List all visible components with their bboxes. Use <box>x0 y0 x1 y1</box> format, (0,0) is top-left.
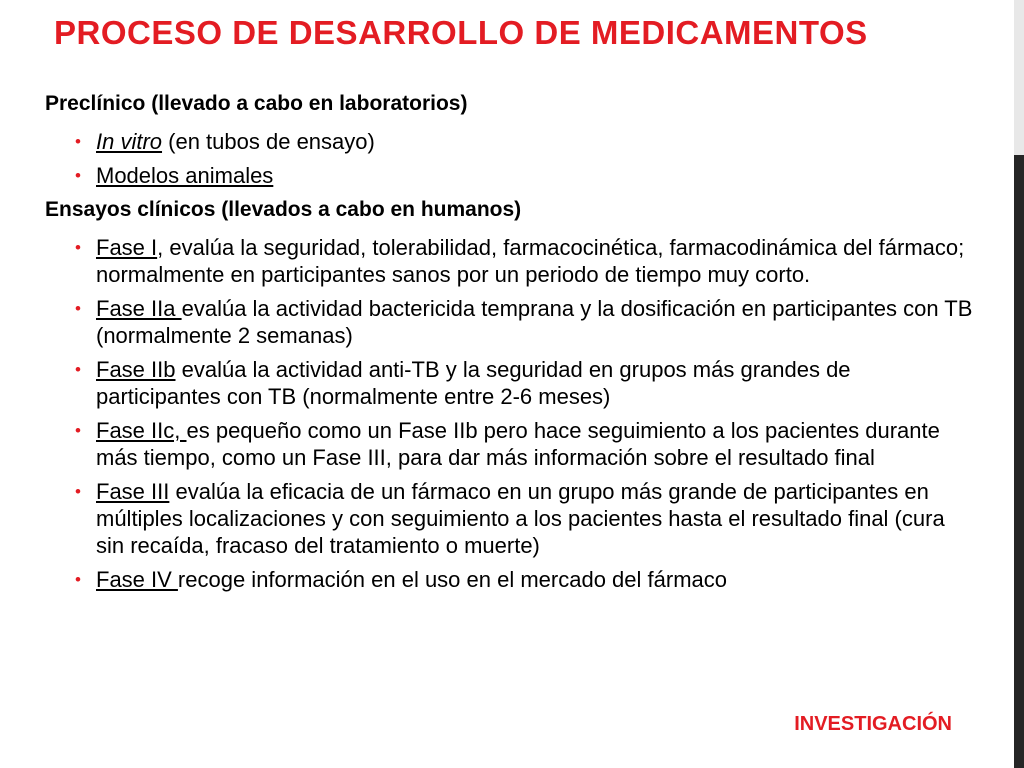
list-item <box>45 356 975 410</box>
list-item <box>45 417 975 471</box>
bullet-icon: • <box>75 132 81 151</box>
item-term: Fase III <box>96 479 170 504</box>
item-text: evalúa la actividad anti-TB y la seguridad en grupos más grandes de participantes con TB (normalmente entre 2-6 meses) <box>96 357 851 409</box>
bullet-icon: • <box>75 166 81 185</box>
footer-label: INVESTIGACIÓN <box>794 713 952 735</box>
clinical-heading: Ensayos clínicos (llevados a cabo en humanos) <box>45 198 522 221</box>
preclinical-heading: Preclínico (llevado a cabo en laboratorios) <box>45 92 468 115</box>
list-item <box>45 566 975 593</box>
bullet-icon: • <box>75 570 81 589</box>
right-edge-bar <box>1014 0 1024 768</box>
item-text: es pequeño como un Fase IIb pero hace seguimiento a los pacientes durante más tiempo, como un Fase III, para dar más información sobre el resultado final <box>96 418 940 470</box>
bullet-icon: • <box>75 421 81 440</box>
item-text: evalúa la eficacia de un fármaco en un grupo más grande de participantes en múltiples localizaciones y con seguimiento a los pacientes hasta el resultado final (cura sin recaída, fracaso del tratamiento o muerte) <box>96 479 945 558</box>
bullet-icon: • <box>75 299 81 318</box>
preclinical-list <box>45 128 975 189</box>
item-text: (en tubos de ensayo) <box>162 129 375 154</box>
slide-content <box>45 90 975 600</box>
item-term: Fase IIb <box>96 357 176 382</box>
bullet-icon: • <box>75 482 81 501</box>
bullet-icon: • <box>75 360 81 379</box>
list-item <box>45 478 975 559</box>
bullet-icon: • <box>75 238 81 257</box>
list-item <box>45 128 975 155</box>
item-term: Fase IIa <box>96 296 182 321</box>
right-edge-bar-dark <box>1014 155 1024 768</box>
item-text: recoge información en el uso en el mercado del fármaco <box>177 567 727 592</box>
item-term: Fase IIc, <box>96 418 187 443</box>
item-term: In vitro <box>96 129 163 154</box>
clinical-list <box>45 234 975 593</box>
item-term: Fase I <box>96 235 158 260</box>
list-item <box>45 162 975 189</box>
slide-title: PROCESO DE DESARROLLO DE MEDICAMENTOS <box>54 14 868 51</box>
item-text: evalúa la actividad bactericida temprana y la dosificación en participantes con TB (normalmente 2 semanas) <box>96 296 973 348</box>
item-text: , evalúa la seguridad, tolerabilidad, farmacocinética, farmacodinámica del fármaco; normalmente en participantes sanos por un periodo de tiempo muy corto. <box>96 235 965 287</box>
item-term: Modelos animales <box>96 163 274 188</box>
list-item <box>45 234 975 288</box>
list-item <box>45 295 975 349</box>
item-term: Fase IV <box>96 567 178 592</box>
